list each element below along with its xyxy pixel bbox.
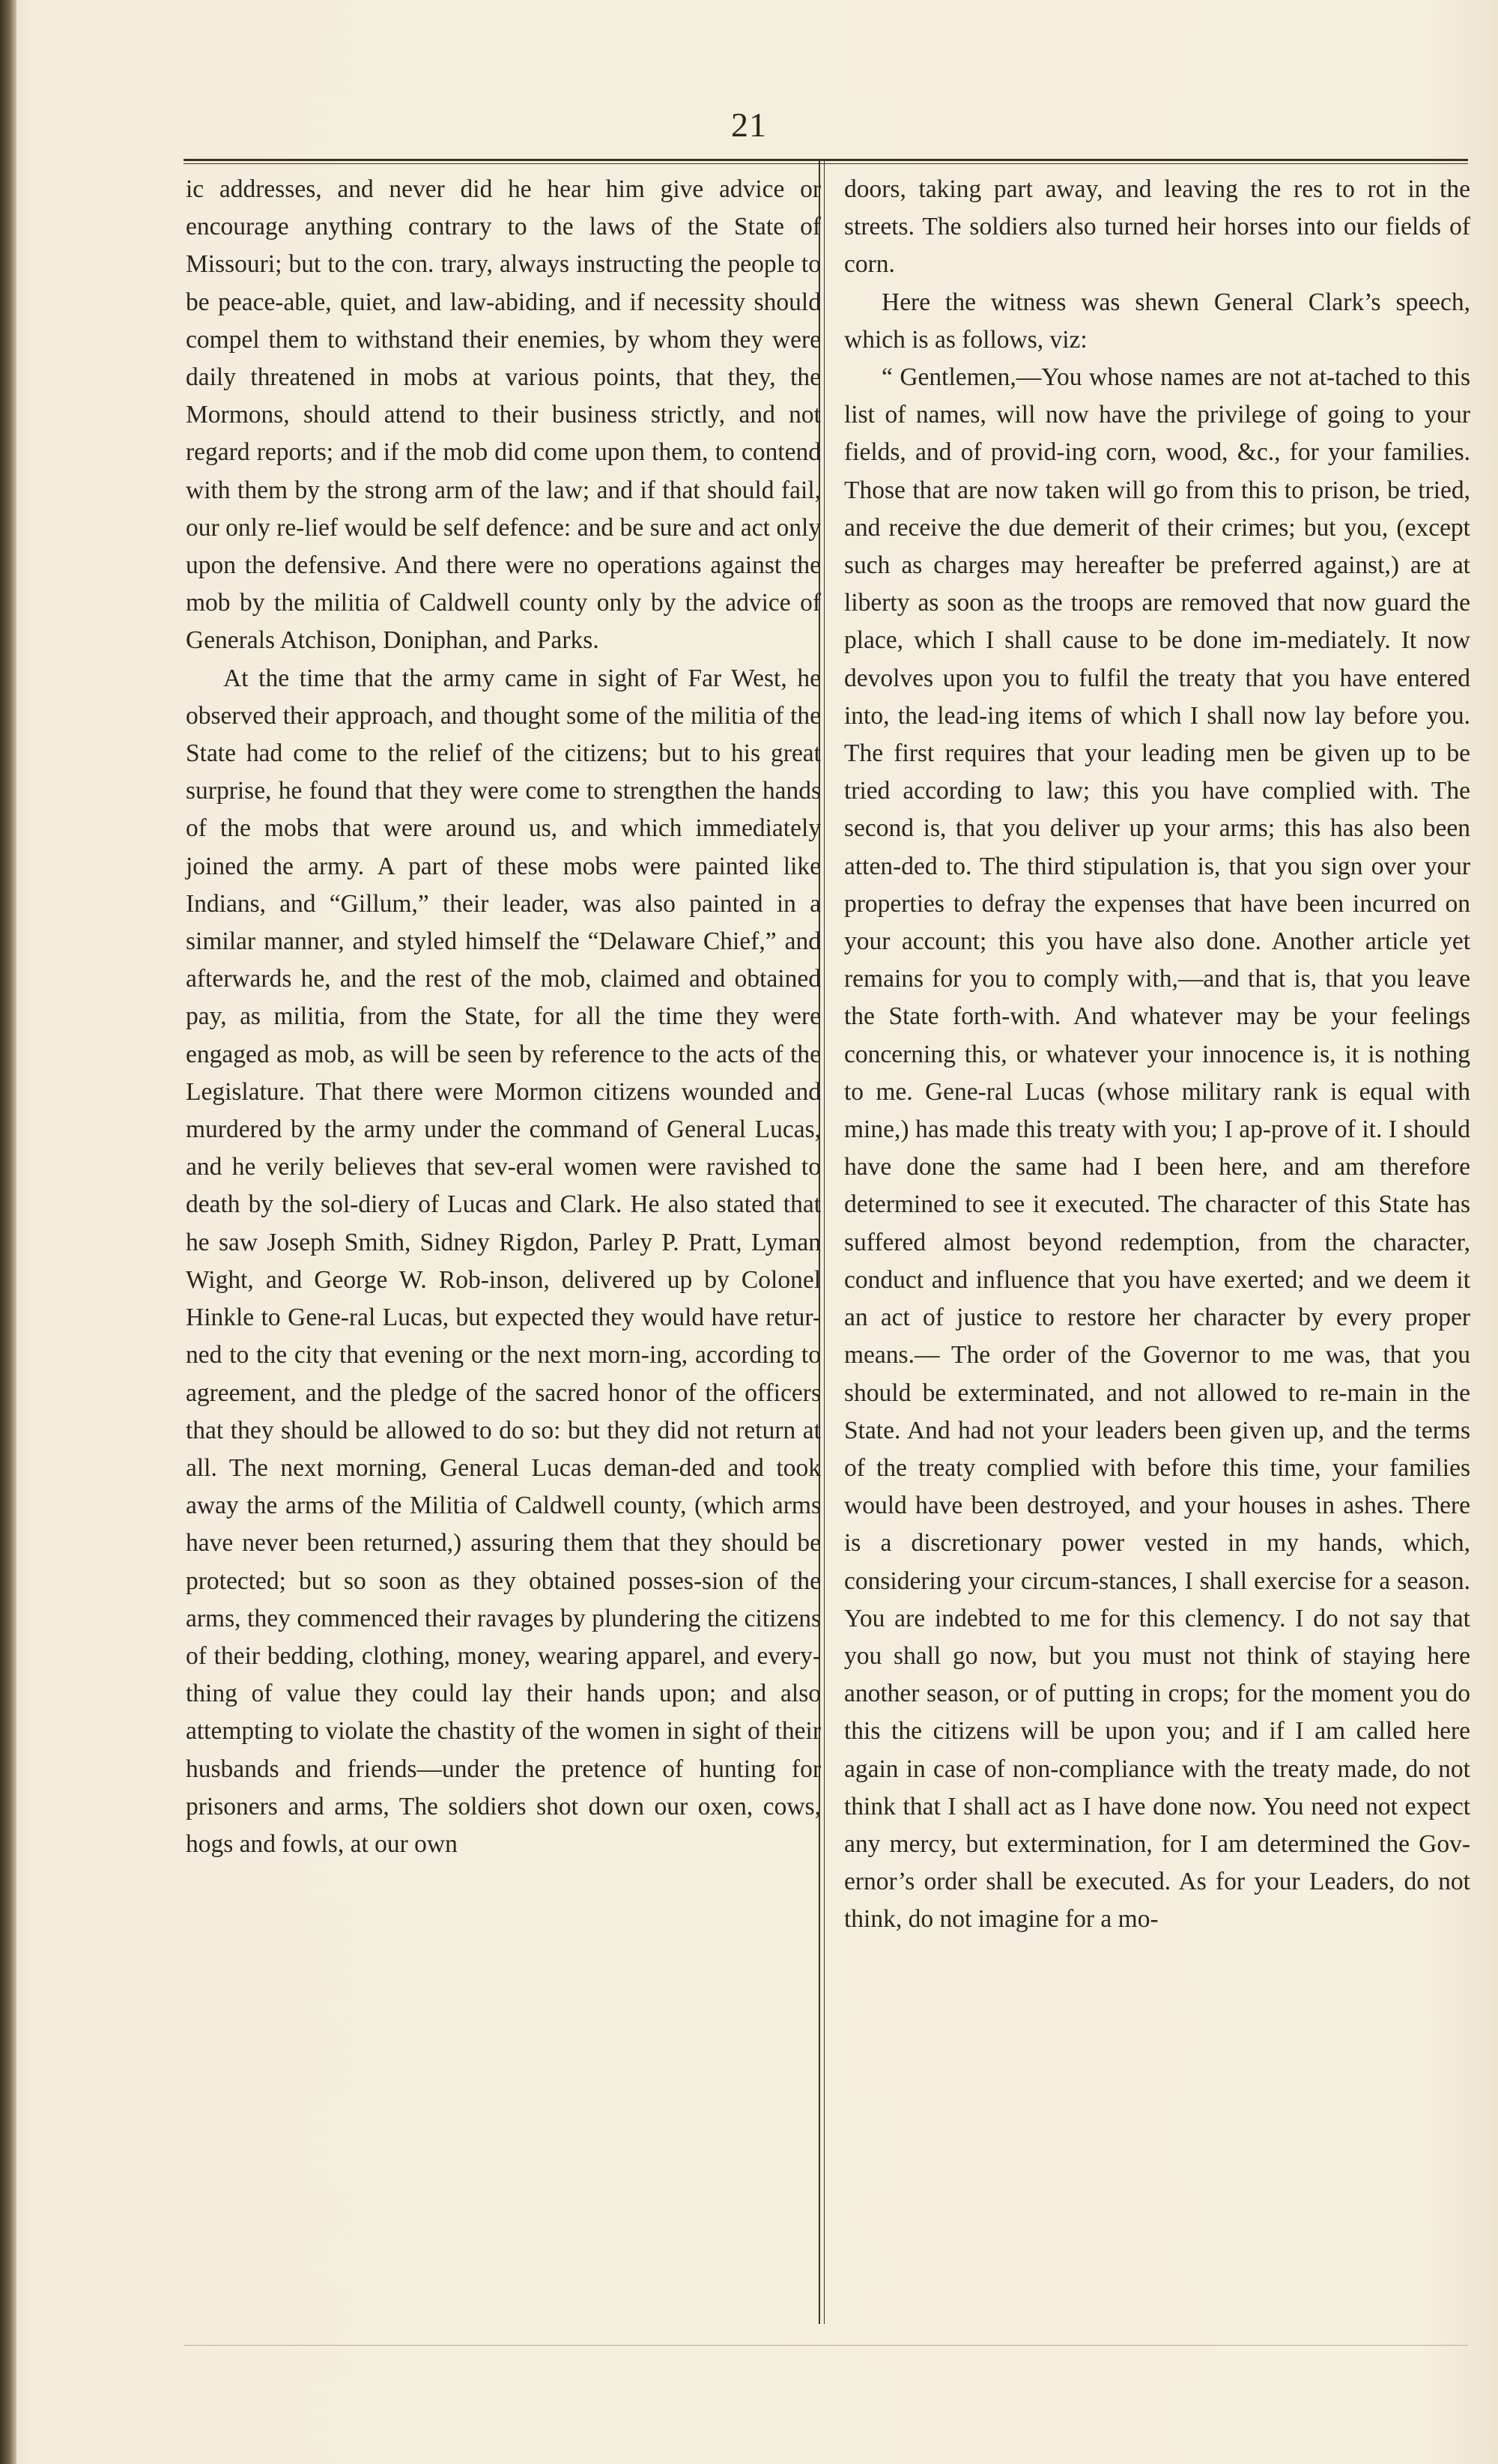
header-rule: [184, 159, 1468, 164]
book-binding-edge: [0, 0, 16, 2464]
paragraph: At the time that the army came in sight of Far West, he observed their approach, and thought some of the militia of the State had come to the relief of the citizens; but to his great surprise, he found that they were come to strengthen the hands of the mobs that were around us, and which immediately joined the army. A part of these mobs were painted like Indians, and “Gillum,” their leader, was also painted in a similar manner, and styled himself the “Delaware Chief,” and afterwards he, and the rest of the mob, claimed and obtained pay, as militia, from the State, for all the time they were engaged as mob, as will be seen by reference to the acts of the Legislature. That there were Mormon citizens wounded and murdered by the army under the command of General Lucas, and he verily believes that sev-eral women were ravished to death by the sol-diery of Lucas and Clark. He also stated that he saw Joseph Smith, Sidney Rigdon, Parley P. Pratt, Lyman Wight, and George W. Rob-inson, delivered up by Colonel Hinkle to Gene-ral Lucas, but expected they would have retur-ned to the city that evening or the next morn-ing, according to agreement, and the pledge of the sacred honor of the officers that they should be allowed to do so: but they did not return at all. The next morning, General Lucas deman-ded and took away the arms of the Militia of Caldwell county, (which arms have never been returned,) assuring them that they should be protected; but so soon as they obtained posses-sion of the arms, they commenced their ravages by plundering the citizens of their bedding, clothing, money, wearing apparel, and every-thing of value they could lay their hands upon; and also attempting to violate the chastity of the women in sight of their husbands and friends—under the pretence of hunting for prisoners and arms, The soldiers shot down our oxen, cows, hogs and fowls, at our own: [186, 664, 821, 1858]
left-column: [186, 171, 821, 1863]
paragraph: ic addresses, and never did he hear him give advice or encourage anything contrary to the laws of the State of Missouri; but to the con. trary, always instructing the people to be peace-able, quiet, and law-abiding, and if necessity should compel them to withstand their enemies, by whom they were daily threatened in mobs at various points, that they, the Mormons, should attend to their business strictly, and not regard reports; and if the mob did come upon them, to contend with them by the strong arm of the law; and if that should fail, our only re-lief would be self defence: and be sure and act only upon the defensive. And there were no operations against the mob by the militia of Caldwell county only by the advice of Generals Atchison, Doniphan, and Parks.: [186, 175, 821, 655]
bottom-edge: [184, 2345, 1468, 2346]
column-divider-inner: [824, 159, 825, 2324]
page-number: 21: [731, 106, 767, 144]
right-column: [844, 171, 1470, 1939]
paragraph: Here the witness was shewn General Clark’s speech, which is as follows, viz:: [844, 288, 1470, 354]
paragraph: “ Gentlemen,—You whose names are not at-tached to this list of names, will now have the privilege of going to your fields, and of provid-ing corn, wood, &c., for your families. Those that are now taken will go from this to prison, be tried, and receive the due demerit of their crimes; but you, (except such as charges may hereafter be preferred against,) are at liberty as soon as the troops are removed that now guard the place, which I shall cause to be done im-mediately. It now devolves upon you to fulfil the treaty that you have entered into, the lead-ing items of which I shall now lay before you. The first requires that your leading men be given up to be tried according to law; this you have complied with. The second is, that you deliver up your arms; this has also been atten-ded to. The third stipulation is, that you sign over your properties to defray the expenses that have been incurred on your account; this you have also done. Another article yet remains for you to comply with,—and that is, that you leave the State forth-with. And whatever may be your feelings concerning this, or whatever your innocence is, it is nothing to me. Gene-ral Lucas (whose military rank is equal with mine,) has made this treaty with you; I ap-prove of it. I should have done the same had I been here, and am therefore determined to see it executed. The character of this State has suffered almost beyond redemption, from the character, conduct and influence that you have exerted; and we deem it an act of justice to restore her character by every proper means.— The order of the Governor to me was, that you should be exterminated, and not allowed to re-main in the State. And had not your leaders been given up, and the terms of the treaty complied with before this time, your families would have been destroyed, and your houses in ashes. There is a discretionary power vested in my hands, which, considering your circum-stances, I shall exercise for a season. You are indebted to me for this clemency. I do not say that you shall go now, but you must not think of staying here another season, or of putting in crops; for the moment you do this the citizens will be upon you; and if I am called here again in case of non-compliance with the treaty made, do not think that I shall act as I have done now. You need not expect any mercy, but extermination, for I am determined the Gov-ernor’s order shall be executed. As for your Leaders, do not think, do not imagine for a mo-: [844, 363, 1470, 1934]
paragraph: doors, taking part away, and leaving the res to rot in the streets. The soldiers also turned heir horses into our fields of corn.: [844, 175, 1470, 279]
